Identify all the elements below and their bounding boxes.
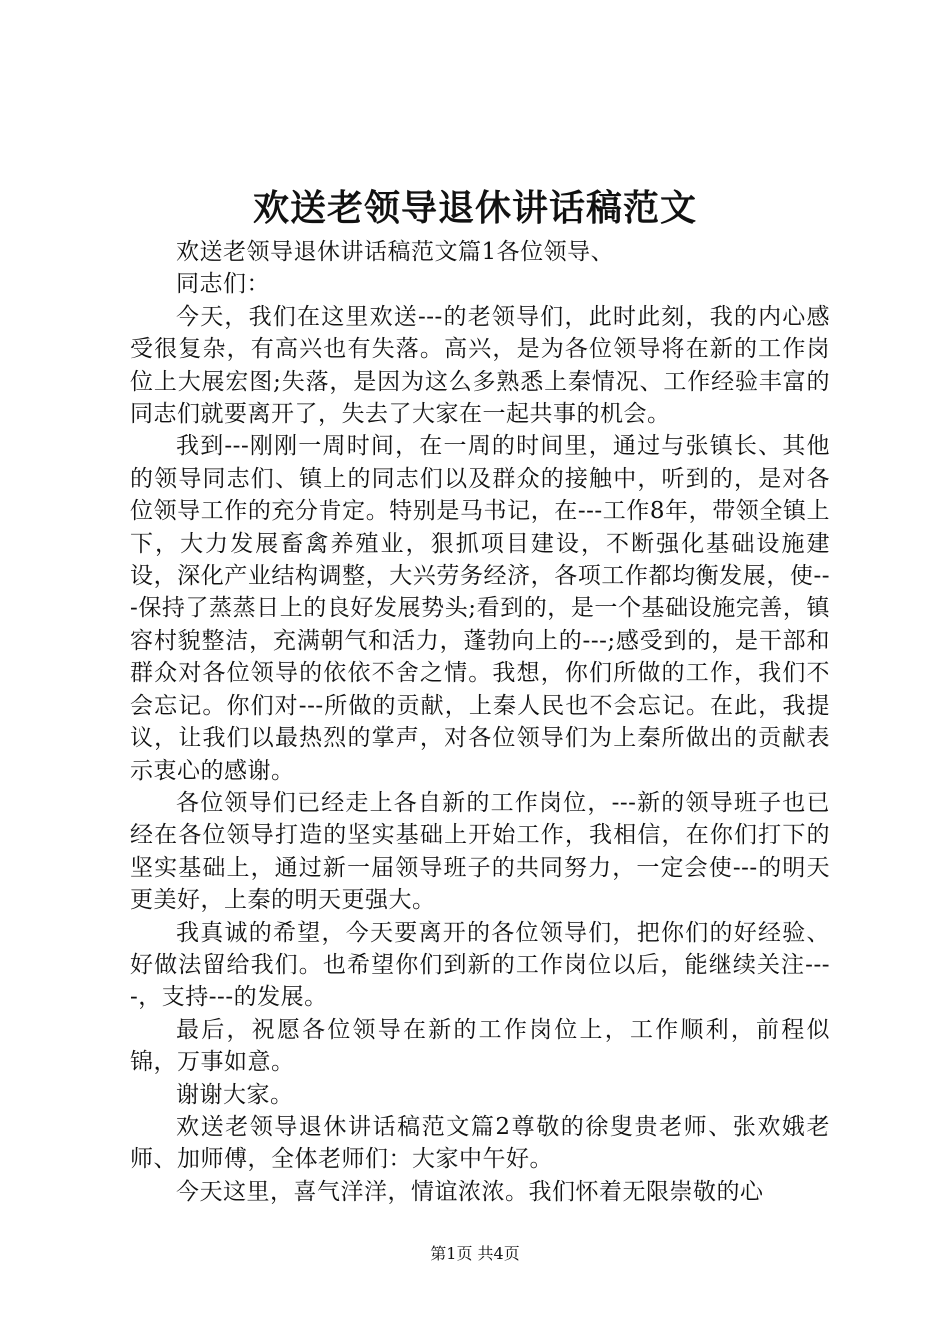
paragraph: 最后，祝愿各位领导在新的工作岗位上，工作顺利，前程似锦，万事如意。 <box>130 1016 830 1076</box>
document-title: 欢送老领导退休讲话稿范文 <box>252 188 697 229</box>
paragraph: 今天这里，喜气洋洋，情谊浓浓。我们怀着无限崇敬的心 <box>176 1178 764 1205</box>
paragraph: 各位领导们已经走上各自新的工作岗位，---新的领导班子也已经在各位领导打造的坚实基础上开始工作，我相信，在你们打下的坚实基础上，通过新一届领导班子的共同努力，一定会使---的明天更美好，上秦的明天更强大。 <box>130 789 830 914</box>
document-body <box>130 236 830 1208</box>
paragraph: 谢谢大家。 <box>176 1081 294 1108</box>
paragraph: 同志们： <box>176 271 270 298</box>
paragraph: 欢送老领导退休讲话稿范文篇1各位领导、 <box>176 239 615 265</box>
paragraph: 今天，我们在这里欢送---的老领导们，此时此刻，我的内心感受很复杂，有高兴也有失落。高兴，是为各位领导将在新的工作岗位上大展宏图;失落，是因为这么多熟悉上秦情况、工作经验丰富的同志们就要离开了，失去了大家在一起共事的机会。 <box>130 303 830 428</box>
paragraph: 我真诚的希望，今天要离开的各位领导们，把你们的好经验、好做法留给我们。也希望你们到新的工作岗位以后，能继续关注----，支持---的发展。 <box>130 919 830 1011</box>
paragraph: 欢送老领导退休讲话稿范文篇2尊敬的徐叟贵老师、张欢娥老师、加师傅，全体老师们：大家中午好。 <box>130 1113 830 1173</box>
page-number-footer: 第1页 共4页 <box>430 1244 520 1263</box>
paragraph: 我到---刚刚一周时间，在一周的时间里，通过与张镇长、其他的领导同志们、镇上的同志们以及群众的接触中，听到的，是对各位领导工作的充分肯定。特别是马书记，在---工作8年，带领全镇上下，大力发展畜禽养殖业，狠抓项目建设，不断强化基础设施建设，深化产业结构调整，大兴劳务经济，各项工作都均衡发展，使---保持了蒸蒸日上的良好发展势头;看到的，是一个基础设施完善，镇容村貌整洁，充满朝气和活力，蓬勃向上的---;感受到的，是干部和群众对各位领导的依依不舍之情。我想，你们所做的工作，我们不会忘记。你们对---所做的贡献，上秦人民也不会忘记。在此，我提议，让我们以最热烈的掌声，对各位领导们为上秦所做出的贡献表示衷心的感谢。 <box>130 433 830 784</box>
